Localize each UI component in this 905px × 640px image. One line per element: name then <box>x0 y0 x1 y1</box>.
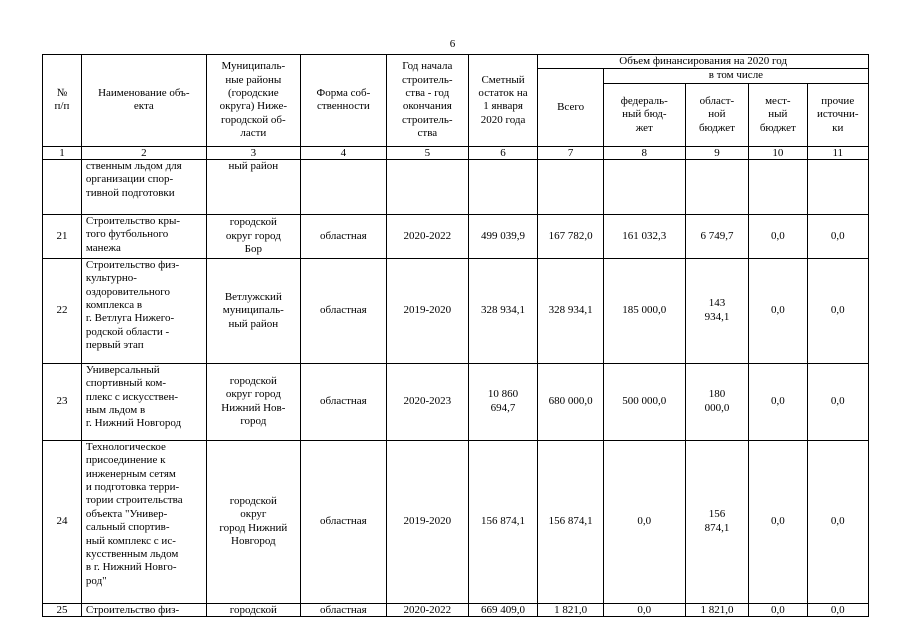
ownership-form: областная <box>300 258 386 363</box>
other-sources: 0,0 <box>807 440 869 603</box>
row-num: 22 <box>43 258 82 363</box>
column-number: 2 <box>81 146 206 159</box>
construction-years <box>386 159 468 214</box>
funding-total: 328 934,1 <box>538 258 604 363</box>
ownership-form <box>300 159 386 214</box>
regional-budget: 180 000,0 <box>685 363 748 440</box>
regional-budget: 1 821,0 <box>685 603 748 616</box>
table-header <box>43 55 869 160</box>
column-number: 3 <box>206 146 300 159</box>
local-budget: 0,0 <box>749 603 807 616</box>
header-regional: област- ной бюджет <box>685 83 748 146</box>
regional-budget <box>685 159 748 214</box>
header-local: мест- ный бюджет <box>749 83 807 146</box>
municipal-district: городской округ город Бор <box>206 214 300 258</box>
row-num: 24 <box>43 440 82 603</box>
header-including: в том числе <box>603 69 868 83</box>
row-num: 21 <box>43 214 82 258</box>
municipal-district: Ветлужский муниципаль- ный район <box>206 258 300 363</box>
column-number: 5 <box>386 146 468 159</box>
local-budget: 0,0 <box>749 214 807 258</box>
table-row <box>43 159 869 214</box>
column-number: 4 <box>300 146 386 159</box>
federal-budget: 0,0 <box>603 440 685 603</box>
table-row <box>43 363 869 440</box>
municipal-district: ный район <box>206 159 300 214</box>
ownership-form: областная <box>300 603 386 616</box>
ownership-form: областная <box>300 363 386 440</box>
row-num <box>43 159 82 214</box>
object-name: Строительство кры- того футбольного манежа <box>81 214 206 258</box>
federal-budget: 161 032,3 <box>603 214 685 258</box>
funding-total: 680 000,0 <box>538 363 604 440</box>
header-federal: федераль- ный бюд- жет <box>603 83 685 146</box>
funding-total: 167 782,0 <box>538 214 604 258</box>
column-number: 11 <box>807 146 869 159</box>
estimate-balance: 156 874,1 <box>468 440 538 603</box>
table-row <box>43 440 869 603</box>
federal-budget <box>603 159 685 214</box>
table-row <box>43 214 869 258</box>
other-sources: 0,0 <box>807 258 869 363</box>
construction-years: 2019-2020 <box>386 258 468 363</box>
construction-years: 2020-2022 <box>386 214 468 258</box>
estimate-balance: 499 039,9 <box>468 214 538 258</box>
column-number: 9 <box>685 146 748 159</box>
column-number: 8 <box>603 146 685 159</box>
ownership-form: областная <box>300 214 386 258</box>
funding-table <box>42 54 869 617</box>
municipal-district: городской <box>206 603 300 616</box>
header-municipal: Муниципаль- ные районы (городские округа) Ниже- городской об- ласти <box>206 55 300 147</box>
construction-years: 2020-2022 <box>386 603 468 616</box>
header-total: Всего <box>538 69 604 146</box>
table-row <box>43 603 869 616</box>
municipal-district: городской округ город Нижний Новгород <box>206 440 300 603</box>
regional-budget: 156 874,1 <box>685 440 748 603</box>
object-name: Технологическое присоединение к инженерным сетям и подготовка терри- тории строительства объекта "Универ- сальный спортив- ный комплекс с ис- кусственным льдом в г. Нижний Новго- род" <box>81 440 206 603</box>
object-name: Строительство физ- культурно- оздоровительного комплекса в г. Ветлуга Нижего- родской области - первый этап <box>81 258 206 363</box>
row-num: 25 <box>43 603 82 616</box>
column-number-row <box>43 146 869 159</box>
column-number: 6 <box>468 146 538 159</box>
construction-years: 2019-2020 <box>386 440 468 603</box>
funding-total: 156 874,1 <box>538 440 604 603</box>
object-name: ственным льдом для организации спор- тивной подготовки <box>81 159 206 214</box>
construction-years: 2020-2023 <box>386 363 468 440</box>
header-years: Год начала строитель- ства - год окончания строитель- ства <box>386 55 468 147</box>
other-sources: 0,0 <box>807 214 869 258</box>
header-funding-group: Объем финансирования на 2020 год <box>538 55 869 69</box>
header-other: прочие источни- ки <box>807 83 869 146</box>
object-name: Универсальный спортивный ком- плекс с искусствен- ным льдом в г. Нижний Новгород <box>81 363 206 440</box>
column-number: 1 <box>43 146 82 159</box>
federal-budget: 500 000,0 <box>603 363 685 440</box>
table-row <box>43 258 869 363</box>
regional-budget: 143 934,1 <box>685 258 748 363</box>
header-estimate: Сметный остаток на 1 января 2020 года <box>468 55 538 147</box>
regional-budget: 6 749,7 <box>685 214 748 258</box>
funding-total <box>538 159 604 214</box>
local-budget: 0,0 <box>749 363 807 440</box>
funding-total: 1 821,0 <box>538 603 604 616</box>
estimate-balance: 328 934,1 <box>468 258 538 363</box>
ownership-form: областная <box>300 440 386 603</box>
table-body <box>43 159 869 616</box>
federal-budget: 0,0 <box>603 603 685 616</box>
other-sources <box>807 159 869 214</box>
object-name: Строительство физ- <box>81 603 206 616</box>
other-sources: 0,0 <box>807 603 869 616</box>
municipal-district: городской округ город Нижний Нов- город <box>206 363 300 440</box>
header-name: Наименование объ- екта <box>81 55 206 147</box>
estimate-balance <box>468 159 538 214</box>
local-budget <box>749 159 807 214</box>
federal-budget: 185 000,0 <box>603 258 685 363</box>
other-sources: 0,0 <box>807 363 869 440</box>
column-number: 10 <box>749 146 807 159</box>
column-number: 7 <box>538 146 604 159</box>
estimate-balance: 669 409,0 <box>468 603 538 616</box>
local-budget: 0,0 <box>749 258 807 363</box>
row-num: 23 <box>43 363 82 440</box>
estimate-balance: 10 860 694,7 <box>468 363 538 440</box>
header-ownership: Форма соб- ственности <box>300 55 386 147</box>
header-num: № п/п <box>43 55 82 147</box>
local-budget: 0,0 <box>749 440 807 603</box>
page-number: 6 <box>449 38 456 50</box>
